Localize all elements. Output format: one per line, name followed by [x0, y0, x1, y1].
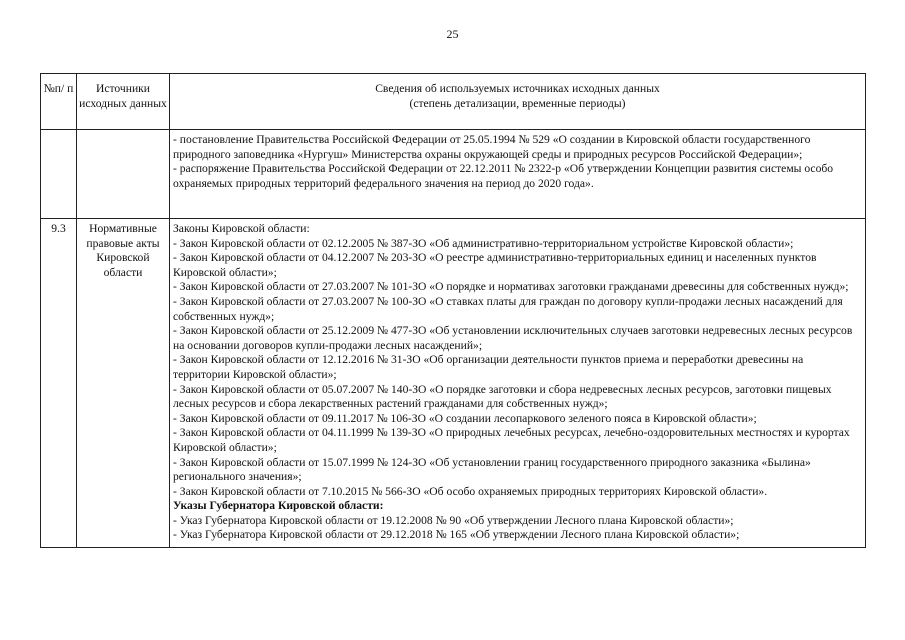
list-item: - Указ Губернатора Кировской области от 19.12.2008 № 90 «Об утверждении Лесного плана Кировской области»;	[173, 513, 734, 527]
list-item: - Закон Кировской области от 04.12.2007 № 203-ЗО «О реестре административно-территориальных единиц и населенных пунктов Кировской области»;	[173, 251, 817, 279]
list-item: - Закон Кировской области от 27.03.2007 № 100-ЗО «О ставках платы для граждан по договору купли-продажи лесных насаждений для собственных нужд»;	[173, 294, 843, 323]
page-number: 25	[446, 27, 459, 41]
section-heading: Законы Кировской области:	[173, 222, 310, 235]
list-item: - распоряжение Правительства Российской Федерации от 22.12.2011 № 2322-р «Об утверждении Концепции развития системы особо охраняемых природных территорий федерального значения на период до 2020 года».	[173, 162, 834, 190]
list-item: - Закон Кировской области от 12.12.2016 № 31-ЗО «Об организации деятельности пунктов приема и переработки древесины на территории Кировской области»;	[173, 353, 804, 381]
header-info-line1: Сведения об используемых источниках исходных данных	[375, 82, 660, 95]
row-info	[170, 130, 866, 219]
list-item: - Указ Губернатора Кировской области от 29.12.2018 № 165 «Об утверждении Лесного плана Кировской области»;	[173, 528, 740, 542]
row-source	[77, 130, 170, 219]
row-source: Нормативные правовые акты Кировской области	[77, 219, 170, 548]
row-num	[41, 130, 77, 219]
list-item: - постановление Правительства Российской Федерации от 25.05.1994 № 529 «О создании в Кировской области государственного природного заповедника «Нургуш» Министерства охраны окружающей среды и природных ресурсов Российской Федерации»;	[173, 133, 811, 161]
list-item: - Закон Кировской области от 02.12.2005 № 387-ЗО «Об административно-территориальном устройстве Кировской области»;	[173, 236, 794, 250]
row-info	[170, 219, 866, 548]
source-data-table	[40, 73, 866, 548]
table-row	[41, 219, 866, 548]
list-item: - Закон Кировской области от 27.03.2007 № 101-ЗО «О порядке и нормативах заготовки гражданами древесины для собственных нужд»;	[173, 280, 849, 294]
list-item: - Закон Кировской области от 25.12.2009 № 477-ЗО «Об установлении исключительных случаев заготовки недревесных лесных ресурсов на основании договоров купли-продажи лесных насаждений»;	[173, 324, 853, 352]
list-item: - Закон Кировской области от 04.11.1999 № 139-ЗО «О природных лечебных ресурсах, лечебно-оздоровительных местностях и курортах Кировской области»;	[173, 426, 850, 454]
header-info	[170, 74, 866, 130]
list-item: - Закон Кировской области от 05.07.2007 № 140-ЗО «О порядке заготовки и сбора недревесных лесных ресурсов, заготовки пищевых лесных ресурсов и сбора лекарственных растений гражданами для собственных нужд»;	[173, 382, 832, 411]
list-item: - Закон Кировской области от 15.07.1999 № 124-ЗО «Об установлении границ государственного природного заказника «Былина» регионального значения»;	[173, 455, 811, 484]
row-num: 9.3	[41, 219, 77, 548]
table-header-row	[41, 74, 866, 130]
header-info-line2: (степень детализации, временные периоды)	[409, 96, 626, 110]
header-num: №п/ п	[41, 74, 77, 130]
table-row	[41, 130, 866, 219]
section-heading: Указы Губернатора Кировской области:	[173, 499, 384, 513]
list-item: - Закон Кировской области от 09.11.2017 № 106-ЗО «О создании лесопаркового зеленого пояса в Кировской области»;	[173, 411, 757, 425]
header-source: Источники исходных данных	[77, 74, 170, 130]
list-item: - Закон Кировской области от 7.10.2015 № 566-ЗО «Об особо охраняемых природных территориях Кировской области».	[173, 484, 768, 498]
